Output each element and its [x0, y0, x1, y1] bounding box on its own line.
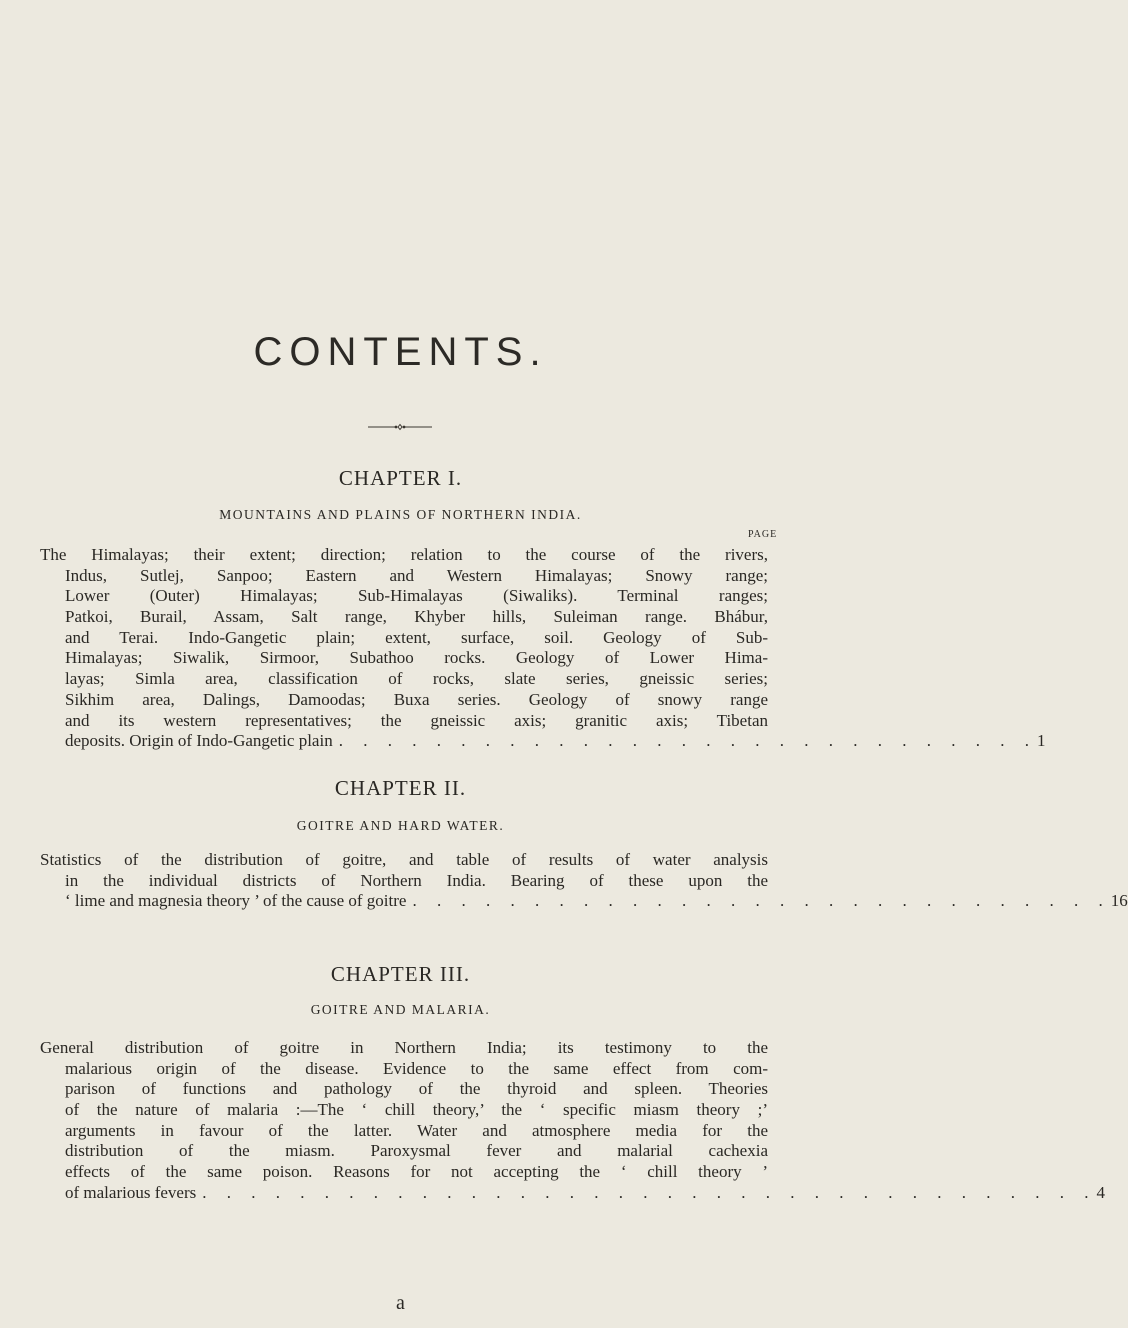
page-number: 4: [1096, 1182, 1105, 1202]
contents-entry: [40, 545, 1046, 752]
entry-line: Himalayas; Siwalik, Sirmoor, Subathoo rocks. Geology of Lower Hima-: [65, 648, 768, 668]
chapter-heading: CHAPTER I.: [338, 466, 463, 490]
chapter-subtitle: MOUNTAINS AND PLAINS OF NORTHERN INDIA.: [219, 507, 582, 522]
contents-entry: [40, 850, 1128, 912]
dot-leader: . . . . . . . . . . . . . . . . . . . . . . . . . . . . .: [338, 731, 1037, 751]
entry-line: and Terai. Indo-Gangetic plain; extent, surface, soil. Geology of Sub-: [65, 627, 768, 647]
entry-line: General distribution of goitre in Northern India; its testimony to the: [40, 1038, 768, 1057]
entry-line: layas; Simla area, classification of rocks, slate series, gneissic series;: [65, 669, 768, 689]
entry-line: Indus, Sutlej, Sanpoo; Eastern and Western Himalayas; Snowy range;: [65, 565, 768, 585]
entry-last-line: [40, 731, 1046, 752]
entry-line: ‘ lime and magnesia theory ’ of the cause of goitre: [65, 891, 407, 911]
chapter-subtitle: GOITRE AND HARD WATER.: [296, 818, 505, 833]
entry-line: The Himalayas; their extent; direction; relation to the course of the rivers,: [40, 545, 768, 564]
chapter-heading: CHAPTER II.: [334, 776, 467, 800]
entry-line: Sikhim area, Dalings, Damoodas; Buxa series. Geology of snowy range: [65, 689, 768, 709]
page-number: 1: [1036, 731, 1046, 751]
entry-line: malarious origin of the disease. Evidence to the same effect from com-: [65, 1058, 768, 1078]
contents-entry: [40, 1038, 1105, 1204]
entry-line: Lower (Outer) Himalayas; Sub-Himalayas (Siwaliks). Terminal ranges;: [65, 586, 768, 606]
entry-line: of the nature of malaria :—The ‘ chill theory,’ the ‘ specific miasm theory ;’: [65, 1100, 768, 1120]
entry-line: distribution of the miasm. Paroxysmal fever and malarial cachexia: [65, 1141, 768, 1161]
ornament-rule: [368, 423, 432, 431]
chapter-subtitle: GOITRE AND MALARIA.: [310, 1002, 491, 1017]
entry-line: arguments in favour of the latter. Water and atmosphere media for the: [65, 1120, 768, 1140]
chapter-heading: CHAPTER III.: [330, 962, 471, 986]
entry-line: in the individual districts of Northern India. Bearing of these upon the: [65, 870, 768, 890]
dot-leader: . . . . . . . . . . . . . . . . . . . . . . . . . . . . .: [412, 891, 1111, 911]
entry-line: and its western representatives; the gneissic axis; granitic axis; Tibetan: [65, 710, 768, 730]
entry-line: Patkoi, Burail, Assam, Salt range, Khyber hills, Suleiman range. Bhábur,: [65, 607, 768, 627]
entry-line: deposits. Origin of Indo-Gangetic plain: [65, 731, 333, 751]
entry-last-line: [40, 1182, 1105, 1204]
entry-line: effects of the same poison. Reasons for not accepting the ‘ chill theory ’: [65, 1162, 768, 1182]
page-title: CONTENTS.: [253, 330, 548, 374]
page-column-label: PAGE: [748, 529, 778, 540]
entry-last-line: [40, 891, 1128, 912]
page-number: 16: [1110, 891, 1128, 911]
entry-line: parison of functions and pathology of the thyroid and spleen. Theories: [65, 1079, 768, 1099]
signature-mark: a: [396, 1292, 405, 1314]
entry-line: Statistics of the distribution of goitre, and table of results of water analysis: [40, 850, 768, 869]
dot-leader: . . . . . . . . . . . . . . . . . . . . . . . . . . . . . . . . . . . . .: [202, 1182, 1097, 1202]
entry-line: of malarious fevers: [65, 1182, 197, 1202]
